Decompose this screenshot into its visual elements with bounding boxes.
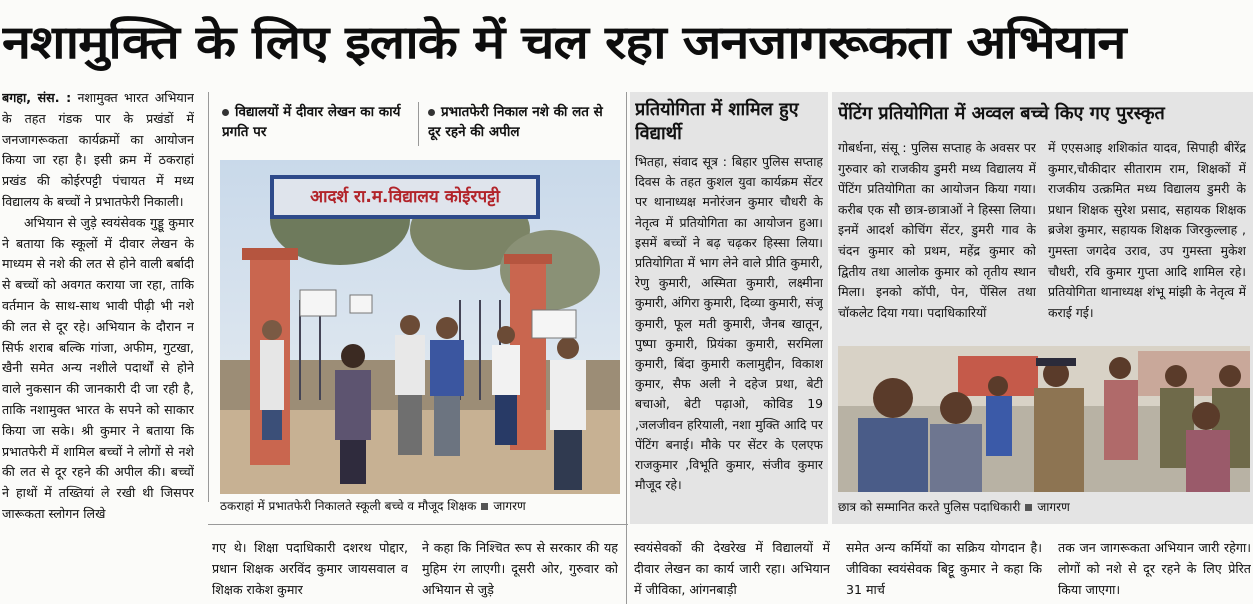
gate-banner-text: आदर्श रा.म.विद्यालय कोईरपट्टी xyxy=(310,187,500,207)
story2-headline: प्रतियोगिता में शामिल हुए विद्यार्थी xyxy=(635,99,799,144)
caption-separator-icon xyxy=(1025,504,1032,511)
photo-caption xyxy=(220,497,620,515)
rally-photo xyxy=(220,160,620,494)
award-photo-caption xyxy=(838,498,1250,516)
bullet-divider xyxy=(418,102,419,146)
column-divider xyxy=(626,92,627,604)
caption-rule xyxy=(208,524,628,525)
bullet-point-2 xyxy=(428,102,620,148)
bullet-point-1 xyxy=(222,102,412,148)
story3-box xyxy=(832,92,1253,524)
bullet-dot-icon xyxy=(428,109,435,116)
dateline: बगहा, संस. : xyxy=(2,90,72,105)
rally-photo-illustration xyxy=(220,160,620,494)
article-paragraph-2: अभियान से जुड़े स्वयंसेवक गुड्डू कुमार ने बताया कि स्कूलों में दीवार लेखन के माध्यम से नशे की लत से होने वाली बर्बादी से बच्चों को अवगत कराया जा रहा, ताकि वर्तमान के साथ-साथ भावी पीढ़ी भी नशे की लत से दूर रहे। अभियान के दौरान न सिर्फ शराब बल्कि गांजा, अफीम, गुटखा, खैनी समेत अन्य नशीले पदार्थों से होने वाले नुकसान की जानकारी दी जा रही है, ताकि नशामुक्त भारत के सपने को साकार किया जा सके। श्री कुमार ने बताया कि प्रभातफेरी में शामिल बच्चों ने लोगों से नशे की लत से दूर रहने की अपील की। बच्चों ने हाथों में तख्तियां ले रखी थी जिसपर जारूकता स्लोगन लिखे xyxy=(2,214,194,521)
bullet-dot-icon xyxy=(222,109,229,116)
photo-credit: जागरण xyxy=(1037,500,1070,514)
caption-text: ठकराहां में प्रभातफेरी निकालते स्कूली बच्चे व मौजूद शिक्षक xyxy=(220,499,477,513)
story3-headline: पेंटिंग प्रतियोगिता में अव्वल बच्चे किए गए पुरस्कृत xyxy=(838,103,1165,124)
caption-text: छात्र को सम्मानित करते पुलिस पदाधिकारी xyxy=(838,500,1021,514)
story2-text: भितहा, संवाद सूत्र : बिहार पुलिस सप्ताह दिवस के तहत कुशल युवा कार्यक्रम सेंटर पर थानाध्यक्ष मनोरंजन कुमार चौधरी के नेतृत्व में प्रतियोगिता का आयोजन हुआ। इसमें बच्चों ने बढ़ चढ़कर हिस्सा लिया। प्रतियोगिता में भाग लेने वाले प्रीति कुमारी, रेणु कुमारी, अस्मिता कुमारी, लक्ष्मीना कुमारी, अंगिरा कुमारी, दिव्या कुमारी, संजू कुमारी, फूल मती कुमारी, जैनब खातून, पुष्पा कुमारी, प्रियंका कुमारी, सरमिला कुमारी, बिंदा कुमारी कलामुद्दीन, विकाश कुमार, सैफ अली ने दहेज प्रथा, बेटी बचाओ, बेटी पढ़ाओ, कोविड 19 ,जलजीवन हरियाली, नशा मुक्ति आदि पर पेंटिंग बनाई। मौके पर सेंटर के एलएफ राजकुमार ,विभूति कुमार, संजीव कुमार मौजूद रहे। xyxy=(635,154,823,493)
bullet-text: प्रभातफेरी निकाल नशे की लत से दूर रहने की अपील xyxy=(428,104,603,140)
story3-text-col-2: में एएसआइ शशिकांत यादव, सिपाही बीरेंद्र कुमार,चौकीदार सीताराम राम, शिक्षकों में राजकीय उत्क्रमित मध्य विद्यालय डुमरी के प्रधान शिक्षक सुरेश प्रसाद, सहायक शिक्षक ब्रजेश कुमार, सहायक शिक्षक जिरकुल्लाह , गुमस्ता जगदेव उराव, उप गुमस्ता मुकेश चौधरी, रवि कुमार गुप्ता आदि शामिल रहे। प्रतियोगिता थानाध्यक्ष शंभू मांझी के नेतृत्व में कराई गई। xyxy=(1048,140,1246,320)
article-paragraph-1: नशामुक्त भारत अभियान के तहत गंडक पार के प्रखंडों में जनजागरूकता कार्यक्रमों का आयोजन किया जा रहा है। इसी क्रम में ठकराहां प्रखंड की कोईरपट्टी पंचायत में मध्य विद्यालय के बच्चों ने प्रभातफेरी निकाली। xyxy=(2,90,194,209)
award-photo xyxy=(838,346,1250,492)
caption-separator-icon xyxy=(481,503,488,510)
story2-box xyxy=(630,92,828,524)
story3-text-col-1: गोबर्धना, संसू : पुलिस सप्ताह के अवसर पर गुरुवार को राजकीय डुमरी मध्य विद्यालय में पेंटिंग प्रतियोगिता का आयोजन किया गया। करीब एक सौ छात्र-छात्राओं ने हिस्सा लिया। इनमें आदर्श कोचिंग सेंटर, डुमरी गाव के चंदन कुमार को प्रथम, महेंद्र कुमार को द्वितीय तथा आलोक कुमार को तृतीय स्थान मिला। इनको कॉपी, पेन, पेंसिल तथा चॉकलेट दिया गया। पदाधिकारियों xyxy=(838,140,1036,320)
main-headline: नशामुक्ति के लिए इलाके में चल रहा जनजागरूकता अभियान xyxy=(2,15,1126,69)
left-article-column xyxy=(2,88,194,604)
award-photo-illustration xyxy=(838,346,1250,492)
bottom-text-col-1: गए थे। शिक्षा पदाधिकारी दशरथ पोद्दार, प्रधान शिक्षक अरविंद कुमार जायसवाल व शिक्षक राकेश कुमार xyxy=(212,540,408,597)
bullet-text: विद्यालयों में दीवार लेखन का कार्य प्रगति पर xyxy=(222,104,401,140)
bottom-text-col-5: तक जन जागरूकता अभियान जारी रहेगा। लोगों को नशे से दूर रहने के लिए प्रेरित किया जाएगा। xyxy=(1058,540,1251,597)
photo-credit: जागरण xyxy=(493,499,526,513)
bottom-text-col-4: समेत अन्य कर्मियों का सक्रिय योगदान है। जीविका स्वयंसेवक बिट्टू कुमार ने कहा कि 31 मार्च xyxy=(846,540,1042,597)
column-divider xyxy=(208,92,209,502)
bottom-text-col-2: ने कहा कि निश्चित रूप से सरकार की यह मुहिम रंग लाएगी। दूसरी ओर, गुरुवार को अभियान से जुड़े xyxy=(422,540,618,597)
bottom-text-col-3: स्वयंसेवकों की देखरेख में विद्यालयों में दीवार लेखन का कार्य जारी रहा। अभियान में जीविका, आंगनबाड़ी xyxy=(634,540,830,597)
